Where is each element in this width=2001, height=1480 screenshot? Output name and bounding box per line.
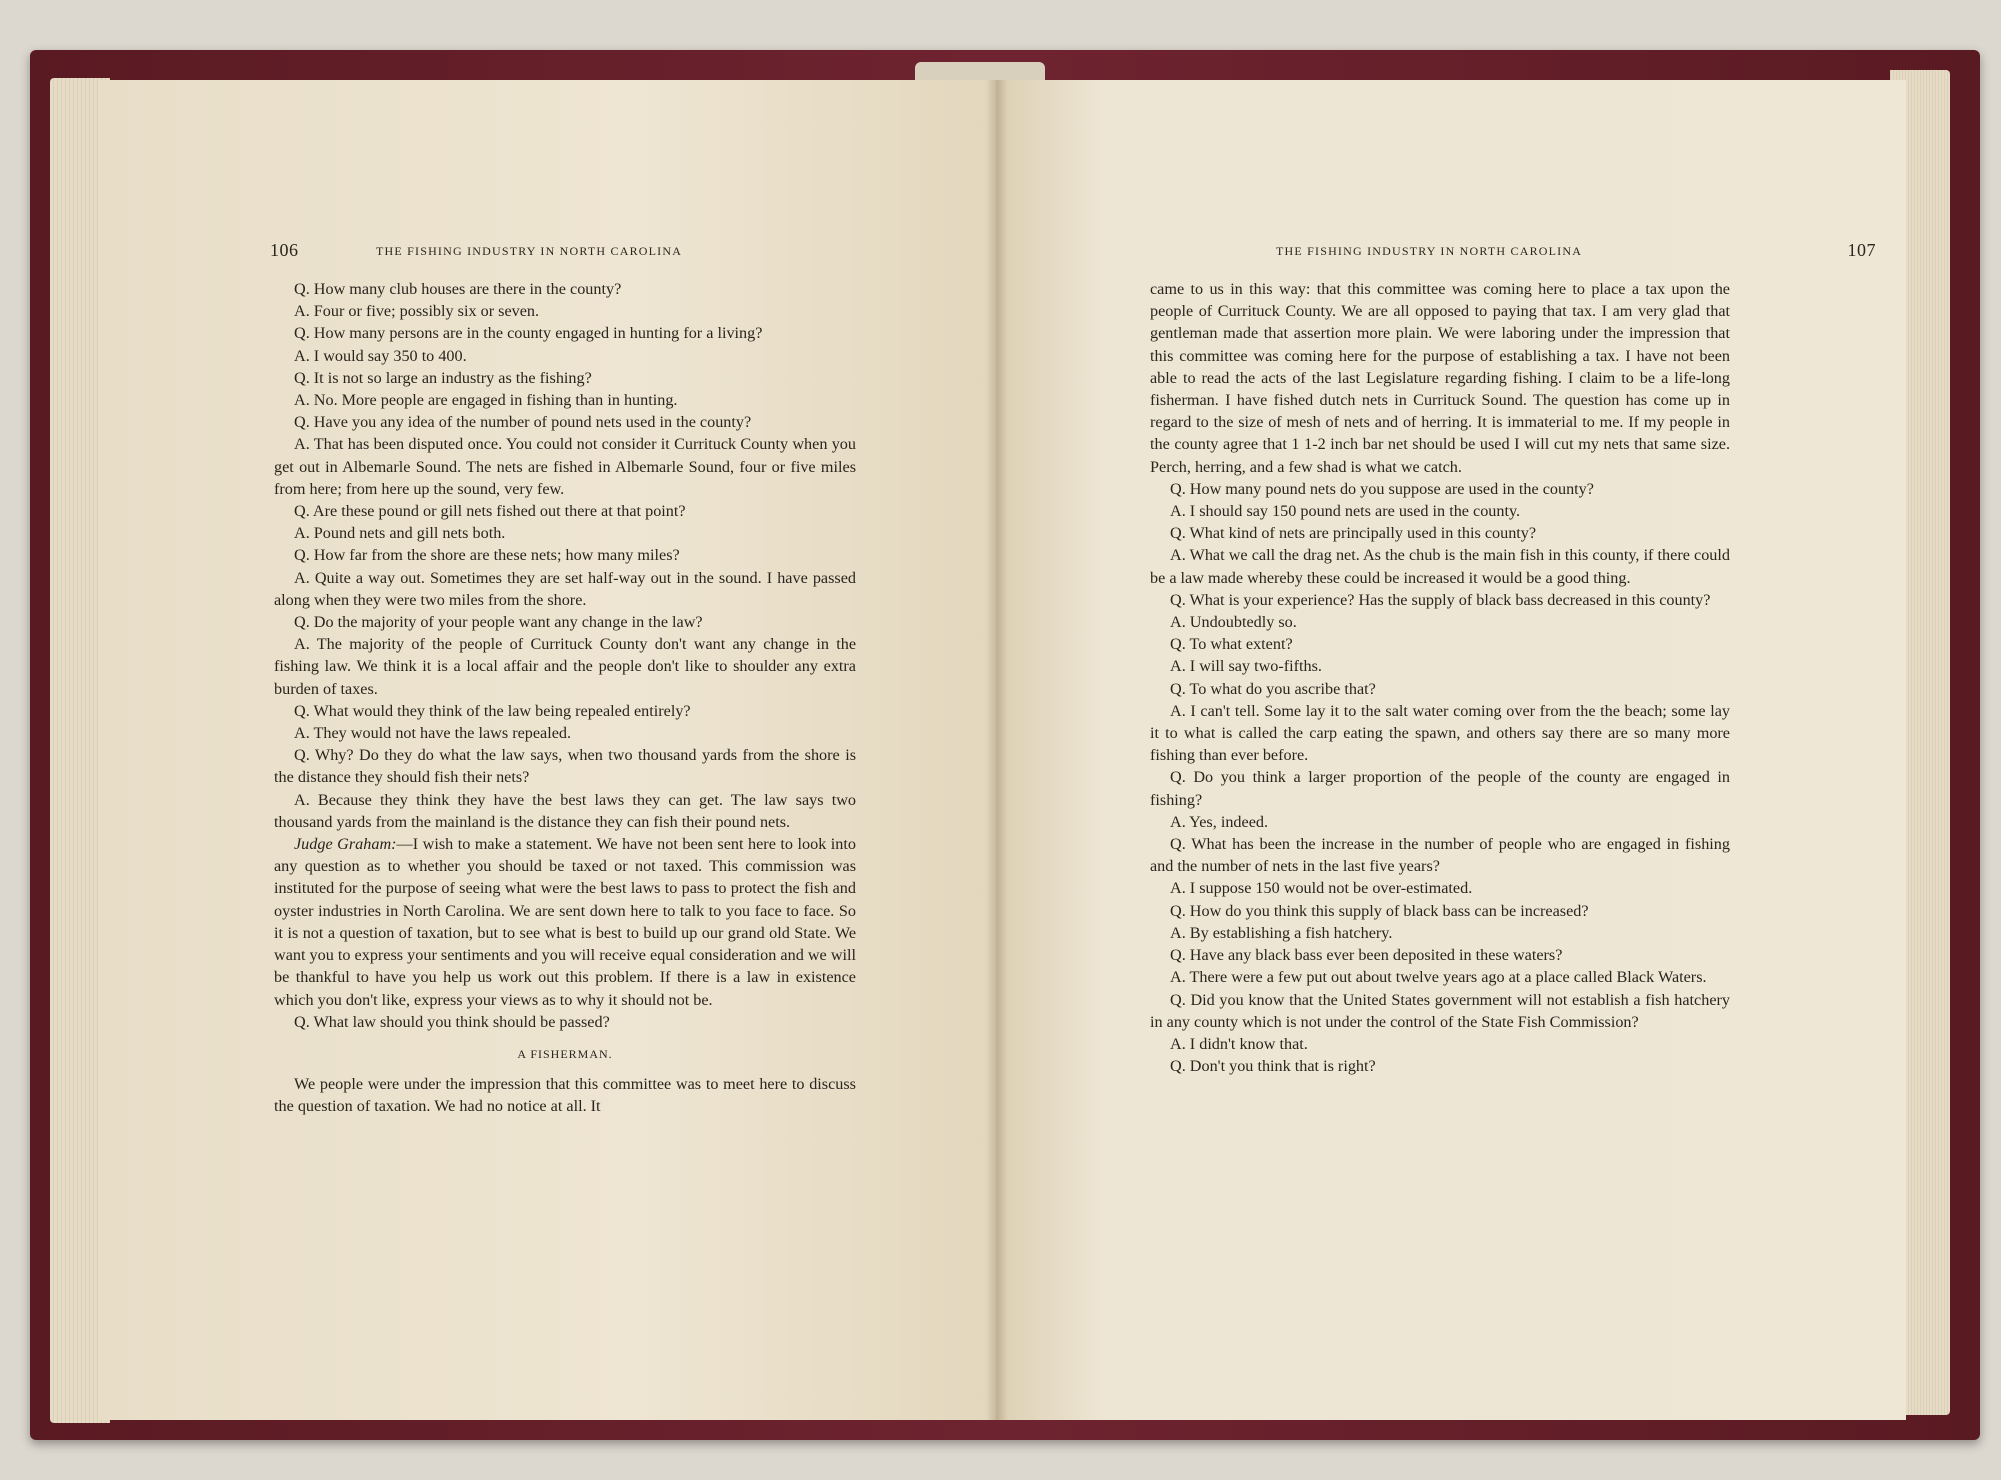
section-heading: A FISHERMAN. <box>517 1046 613 1061</box>
paragraph: A. Pound nets and gill nets both. <box>294 524 506 543</box>
paragraph: A. Because they think they have the best laws they can get. The law says two thousand yards from the mainland is the distance they can fish their pound nets. <box>274 790 856 831</box>
running-head: THE FISHING INDUSTRY IN NORTH CAROLINA <box>376 244 683 258</box>
paragraph: Q. How do you think this supply of black bass can be increased? <box>1170 901 1589 920</box>
paragraph: A. They would not have the laws repealed. <box>294 724 572 743</box>
paragraph: A. I should say 150 pound nets are used in the county. <box>1170 502 1521 521</box>
paragraph: Q. Have any black bass ever been deposited in these waters? <box>1170 946 1563 965</box>
paragraph: Q. Do the majority of your people want any change in the law? <box>294 613 703 632</box>
judge-paragraph <box>274 833 856 1011</box>
page-number: 107 <box>1847 240 1876 260</box>
paragraph: A. The majority of the people of Currituck County don't want any change in the fishing law. We think it is a local affair and the people don't like to shoulder any extra burden of taxes. <box>274 635 856 698</box>
right-page-body <box>1150 278 1730 1077</box>
left-page <box>98 80 996 1420</box>
paragraph: A. I suppose 150 would not be over-estimated. <box>1170 879 1473 898</box>
paragraph: Q. To what do you ascribe that? <box>1170 679 1376 698</box>
paragraph: Q. What would they think of the law being repealed entirely? <box>294 701 691 720</box>
paragraph: Q. Don't you think that is right? <box>1170 1057 1376 1076</box>
paragraph: A. I can't tell. Some lay it to the salt water coming over from the the beach; some lay it to what is called the carp eating the spawn, and others say there are so many more fishing than ever before. <box>1150 701 1730 765</box>
paragraph: Q. To what extent? <box>1170 635 1293 654</box>
paragraph: Q. How many club houses are there in the county? <box>294 280 622 298</box>
paragraph: A. That has been disputed once. You could not consider it Currituck County when you get out in Albemarle Sound. The nets are fished in Albemarle Sound, four or five miles from here; from here up the sound, very few. <box>274 435 856 498</box>
paragraph: A. I would say 350 to 400. <box>294 346 467 365</box>
paragraph: Q. How far from the shore are these nets; how many miles? <box>294 546 680 565</box>
paragraph: came to us in this way: that this committee was coming here to place a tax upon the people of Currituck County. We are all opposed to paying that tax. I am very glad that gentleman made that assertion more plain. We were laboring under the impression that this committee was coming here for the purpose of establishing a tax. I have not been able to read the acts of the last Legislature regarding fishing. I claim to be a life-long fisherman. I have fished dutch nets in Currituck Sound. The question has come up in regard to the size of mesh of nets and of herring. It is immaterial to me. If my people in the county agree that 1 1-2 inch bar net should be used I will cut my nets that same size. Perch, herring, and a few shad is what we catch. <box>1150 280 1730 476</box>
paragraph: Q. What is your experience? Has the supply of black bass decreased in this county? <box>1170 590 1711 609</box>
paragraph: A. Undoubtedly so. <box>1170 613 1297 632</box>
paragraph: Q. How many persons are in the county engaged in hunting for a living? <box>294 324 763 343</box>
right-page <box>996 80 1906 1420</box>
page-number: 106 <box>270 240 299 260</box>
paragraph: Q. How many pound nets do you suppose are used in the county? <box>1170 479 1594 498</box>
paragraph: A. No. More people are engaged in fishing than in hunting. <box>294 391 678 410</box>
paragraph: Q. What has been the increase in the number of people who are engaged in fishing and the number of nets in the last five years? <box>1150 835 1730 876</box>
paragraph: Q. It is not so large an industry as the fishing? <box>294 368 592 387</box>
paragraph: A. Four or five; possibly six or seven. <box>294 302 540 321</box>
speaker-text: —I wish to make a statement. We have not been sent here to look into any question as to whether you should be taxed or not taxed. This commission was instituted for the purpose of seeing what were the best laws to pass to protect the fish and oyster industries in North Carolina. We are sent down here to talk to you face to face. So it is not a question of taxation, but to see what is best to build up our grand old State. We want you to express your sentiments and you will receive equal consideration and we will be thankful to have you help us work out this problem. If there is a law in existence which you don't like, express your views as to why it should not be. <box>274 835 856 1009</box>
paragraph: Q. What law should you think should be passed? <box>294 1012 610 1031</box>
paragraph: Q. Have you any idea of the number of pound nets used in the county? <box>294 413 752 432</box>
paragraph: A. Quite a way out. Sometimes they are set half-way out in the sound. I have passed along when they were two miles from the shore. <box>274 568 856 609</box>
left-page-body <box>274 278 856 1118</box>
paragraph: A. What we call the drag net. As the chub is the main fish in this county, if there could be a law made whereby these could be increased it would be a good thing. <box>1150 546 1730 587</box>
paragraph: A. I will say two-fifths. <box>1170 657 1322 676</box>
book-gutter <box>986 80 1008 1420</box>
paragraph: We people were under the impression that this committee was to meet here to discuss the question of taxation. We had no notice at all. It <box>274 1075 856 1116</box>
running-head: THE FISHING INDUSTRY IN NORTH CAROLINA <box>1276 244 1583 258</box>
paragraph: Q. Did you know that the United States government will not establish a fish hatchery in any county which is not under the control of the State Fish Commission? <box>1150 990 1730 1031</box>
paragraph: A. Yes, indeed. <box>1170 812 1269 831</box>
paragraph: Q. Are these pound or gill nets fished out there at that point? <box>294 502 686 521</box>
paragraph: Q. Why? Do they do what the law says, when two thousand yards from the shore is the distance they should fish their nets? <box>274 746 856 787</box>
paragraph: Q. What kind of nets are principally used in this county? <box>1170 524 1537 543</box>
speaker-label: Judge Graham: <box>294 835 397 854</box>
paragraph: A. There were a few put out about twelve years ago at a place called Black Waters. <box>1170 968 1707 987</box>
paragraph: A. I didn't know that. <box>1170 1034 1308 1053</box>
paragraph: A. By establishing a fish hatchery. <box>1170 923 1393 942</box>
paragraph: Q. Do you think a larger proportion of the people of the county are engaged in fishing? <box>1150 768 1730 809</box>
